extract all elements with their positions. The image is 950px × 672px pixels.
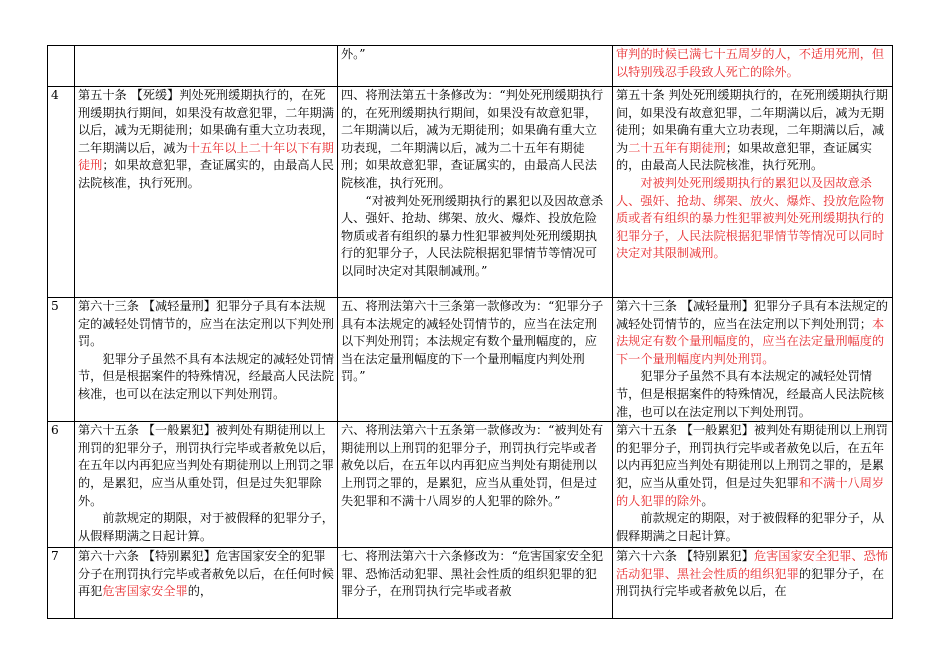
highlighted-text: 十五年以上二十年以下有期徒刑 <box>78 140 334 173</box>
paragraph <box>341 193 609 281</box>
paragraph <box>78 510 334 545</box>
row-number-label: 5 <box>51 299 59 313</box>
paragraph <box>616 510 889 545</box>
amendment-text-cell <box>338 422 613 548</box>
row-number <box>48 298 75 422</box>
paragraph <box>616 548 889 601</box>
highlighted-text: 和不满十八周岁的人犯罪的除外 <box>616 475 885 508</box>
paragraph <box>78 351 334 404</box>
text-run: 六、将刑法第六十五条第一款修改为：“被判处有期徒刑以上刑罚的犯罪分子，刑罚执行完毕或者赦免以后，在五年以内再犯应当判处有期徒刑以上刑罚之罪的，是累犯，应当从重处罚，但是过失犯罪和不满十八周岁的人犯罪的除外。” <box>341 423 604 508</box>
text-run: “对被判处死刑缓期执行的累犯以及因故意杀人、强奸、抢劫、绑架、放火、爆炸、投放危险物质或者有组织的暴力性犯罪被判处死刑缓期执行的犯罪分子，人民法院根据犯罪情节等情况可以同时决定对其限制减刑。” <box>341 193 604 278</box>
revised-text-cell <box>613 298 893 422</box>
paragraph <box>341 298 609 386</box>
comparison-table <box>47 45 893 619</box>
row-number <box>48 422 75 548</box>
row-number <box>48 46 75 87</box>
text-run: 的， <box>187 584 213 599</box>
text-run: 第六十六条 【特别累犯】 <box>616 549 754 564</box>
table-row <box>48 298 893 422</box>
highlighted-text: 本法规定有数个量刑幅度的，应当在法定量刑幅度的下一个量刑幅度内判处刑罚。 <box>616 316 885 366</box>
text-run: 第六十五条 【一般累犯】被判处有期徒刑以上刑罚的犯罪分子，刑罚执行完毕或者赦免以后，在五年以内再犯应当判处有期徒刑以上刑罚之罪的，是累犯，应当从重处罚，但是过失犯罪 <box>616 423 888 490</box>
highlighted-text: 对被判处死刑缓期执行的累犯以及因故意杀人、强奸、抢劫、绑架、放火、爆炸、投放危险物质或者有组织的暴力性犯罪被判处死刑缓期执行的犯罪分子，人民法院根据犯罪情节等情况可以同时决定对其限制减刑。 <box>616 175 885 261</box>
amendment-text-cell <box>338 548 613 619</box>
row-number <box>48 548 75 619</box>
text-run: 第六十三条 【减轻量刑】犯罪分子具有本法规定的减轻处罚情节的，应当在法定刑以下判处刑罚。 <box>78 299 334 349</box>
amendment-text-cell <box>338 298 613 422</box>
paragraph <box>78 422 334 510</box>
text-run: 四、将刑法第五十条修改为：“判处死刑缓期执行的，在死刑缓期执行期间，如果没有故意犯罪，二年期满以后，减为无期徒刑；如果确有重大立功表现，二年期满以后，减为二十五年有期徒刑；如果故意犯罪，查证属实的，由最高人民法院核准，执行死刑。 <box>341 88 604 190</box>
original-text-cell <box>75 87 338 298</box>
text-run: 第六十六条 【特别累犯】危害国家安全的犯罪分子在刑罚执行完毕或者赦免以后，在任何时候再犯 <box>78 549 334 599</box>
paragraph <box>616 422 889 510</box>
text-run: 前款规定的期限，对于被假释的犯罪分子，从假释期满之日起计算。 <box>616 511 885 543</box>
revised-text-cell <box>613 87 893 298</box>
row-number-label: 7 <box>51 549 59 564</box>
highlighted-text: 危害国家安全罪 <box>102 584 188 599</box>
text-run: ；如果故意犯罪，查证属实的，由最高人民法院核准，执行死刑。 <box>78 158 334 190</box>
text-run: 犯罪分子虽然不具有本法规定的减轻处罚情节，但是根据案件的特殊情况，经最高人民法院核准，也可以在法定刑以下判处刑罚。 <box>78 351 334 401</box>
text-run: 前款规定的期限，对于被假释的犯罪分子，从假释期满之日起计算。 <box>78 511 334 543</box>
text-run: 第五十条 【死缓】判处死刑缓期执行的，在死刑缓期执行期间，如果没有故意犯罪，二年期满以后，减为无期徒刑；如果确有重大立功表现，二年期满以后，减为 <box>78 88 334 155</box>
revised-text-cell <box>613 422 893 548</box>
original-text-cell <box>75 548 338 619</box>
text-run: 第六十三条 【减轻量刑】犯罪分子具有本法规定的减轻处罚情节的，应当在法定刑以下判处刑罚； <box>616 299 888 331</box>
paragraph <box>78 298 334 351</box>
text-run: 犯罪分子虽然不具有本法规定的减轻处罚情节，但是根据案件的特殊情况，经最高人民法院核准，也可以在法定刑以下判处刑罚。 <box>616 369 885 419</box>
paragraph <box>616 87 889 175</box>
text-run: 七、将刑法第六十六条修改为：“危害国家安全犯罪、恐怖活动犯罪、黑社会性质的组织犯罪的犯罪分子，在刑罚执行完毕或者赦 <box>341 549 604 599</box>
paragraph <box>78 87 334 193</box>
paragraph <box>341 87 609 193</box>
row-number-label: 6 <box>51 423 59 438</box>
paragraph <box>78 548 334 601</box>
text-run: 的犯罪分子，在刑罚执行完毕或者赦免以后，在 <box>616 566 885 599</box>
original-text-cell <box>75 422 338 548</box>
paragraph <box>616 46 889 81</box>
revised-text-cell <box>613 548 893 619</box>
paragraph <box>341 46 609 64</box>
paragraph <box>616 368 889 421</box>
table-row <box>48 87 893 298</box>
row-number <box>48 87 75 298</box>
amendment-text-cell <box>338 46 613 87</box>
table-row <box>48 422 893 548</box>
highlighted-text: 二十五年有期徒刑 <box>628 140 726 155</box>
text-run: 外。” <box>341 47 366 61</box>
text-run: 第六十五条 【一般累犯】被判处有期徒刑以上刑罚的犯罪分子，刑罚执行完毕或者赦免以后，在五年以内再犯应当判处有期徒刑以上刑罚之罪的，是累犯，应当从重处罚，但是过失犯罪除外。 <box>78 423 334 508</box>
row-number-label: 4 <box>51 88 59 102</box>
paragraph <box>616 298 889 368</box>
text-run: 第五十条 判处死刑缓期执行的，在死刑缓期执行期间，如果没有故意犯罪，二年期满以后，减为无期徒刑；如果确有重大立功表现，二年期满以后，减为 <box>616 88 888 155</box>
paragraph <box>616 175 889 263</box>
paragraph <box>341 548 609 601</box>
revised-text-cell <box>613 46 893 87</box>
text-run: 五、将刑法第六十三条第一款修改为：“犯罪分子具有本法规定的减轻处罚情节的，应当在法定刑以下判处刑罚；本法规定有数个量刑幅度的，应当在法定量刑幅度的下一个量刑幅度内判处刑罚。” <box>341 299 604 384</box>
original-text-cell <box>75 298 338 422</box>
table-row <box>48 46 893 87</box>
text-run: 。 <box>701 493 714 508</box>
table-row <box>48 548 893 619</box>
highlighted-text: 审判的时候已满七十五周岁的人，不适用死刑，但以特别残忍手段致人死亡的除外。 <box>616 47 885 79</box>
paragraph <box>341 422 609 510</box>
original-text-cell <box>75 46 338 87</box>
text-run: ；如果故意犯罪，查证属实的，由最高人民法院核准，执行死刑。 <box>616 140 872 173</box>
amendment-text-cell <box>338 87 613 298</box>
highlighted-text: 危害国家安全犯罪、恐怖活动犯罪、黑社会性质的组织犯罪 <box>616 549 888 581</box>
